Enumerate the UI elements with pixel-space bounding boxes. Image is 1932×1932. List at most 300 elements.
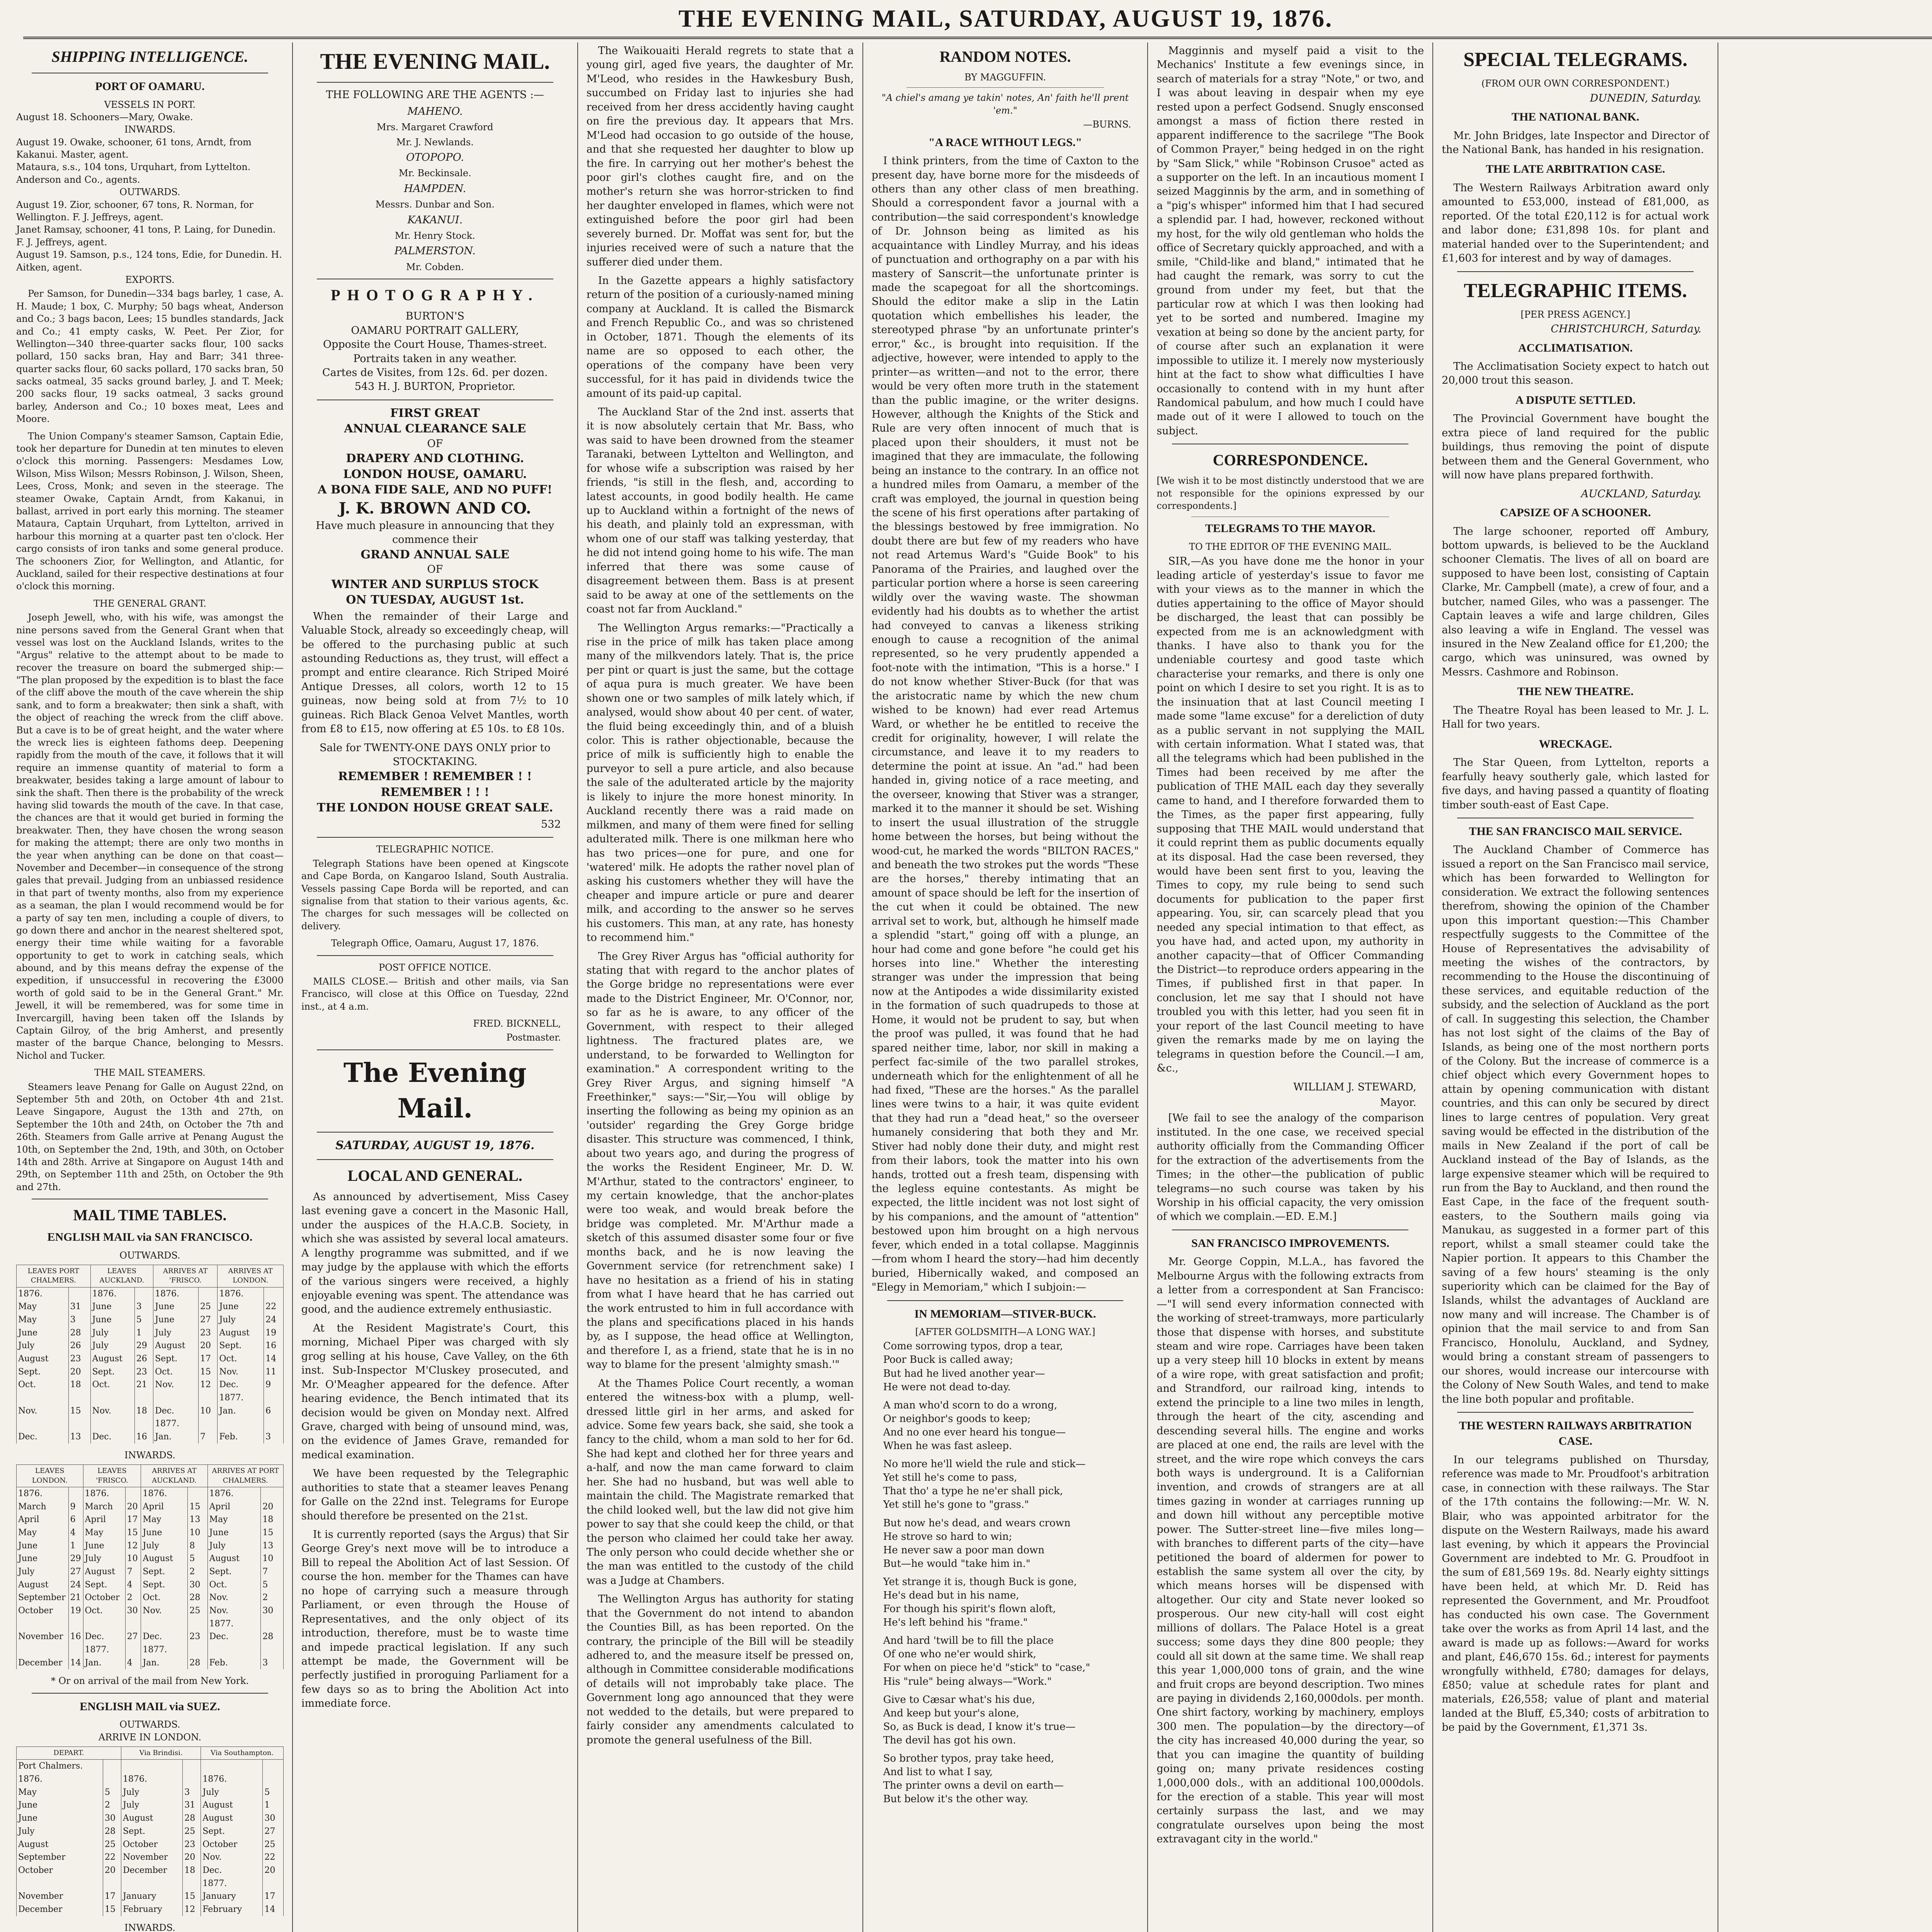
divider	[317, 82, 553, 83]
table-header: Via Brindisi.	[121, 1747, 201, 1760]
table-cell: 23	[68, 1352, 90, 1366]
exports-head: EXPORTS.	[125, 274, 175, 285]
table-cell: 4	[125, 1656, 141, 1670]
table-cell: August	[153, 1339, 199, 1352]
theatre-body: The Theatre Royal has been leased to Mr. J. L. Hall for two years.	[1442, 704, 1709, 731]
table-cell: 22	[264, 1300, 284, 1313]
table-cell	[264, 1417, 284, 1430]
remember-1: REMEMBER ! ! !	[381, 785, 490, 799]
table-cell: 15	[125, 1526, 141, 1539]
table-cell: 20	[263, 1864, 283, 1877]
table-cell: 20	[198, 1339, 217, 1352]
poem-stanza: Yet strange it is, though Buck is gone, He's dead but in his name, For though his spirit's flown aloft, He's left behind his "frame."	[883, 1576, 1077, 1629]
table-cell: 1876.	[218, 1287, 264, 1300]
table-cell: August	[90, 1352, 134, 1366]
telegrams-mayor-head: TELEGRAMS TO THE MAYOR.	[1205, 522, 1376, 535]
table-cell: 10	[188, 1526, 207, 1539]
table-row	[17, 1851, 284, 1864]
table-cell	[68, 1287, 90, 1300]
table-cell: April	[17, 1513, 69, 1526]
table-cell	[141, 1617, 188, 1631]
table-cell: 24	[68, 1578, 83, 1592]
photo-line-2: Opposite the Court House, Thames-street.	[323, 338, 547, 351]
table-cell	[218, 1417, 264, 1430]
table-cell: 23	[188, 1630, 207, 1643]
table-cell: Nov.	[207, 1604, 261, 1617]
table-cell: 13	[68, 1430, 90, 1444]
table-cell: July	[90, 1339, 134, 1352]
table-cell: July	[121, 1786, 182, 1799]
table-cell: June	[17, 1799, 103, 1812]
table-row	[17, 1313, 284, 1327]
table-cell: 26	[68, 1339, 90, 1352]
table-cell: 30	[263, 1812, 283, 1825]
suez-outwards-body	[17, 1760, 284, 1916]
table-cell: February	[121, 1903, 182, 1916]
poem-stanza: No more he'll wield the rule and stick— Yet still he's come to pass, That tho' a type he ne'er shall pick, Yet still he's gone to "grass."	[883, 1458, 1086, 1511]
table-cell	[17, 1417, 69, 1430]
table-row	[17, 1760, 284, 1773]
table-cell: May	[17, 1786, 103, 1799]
table-cell: 12	[198, 1378, 217, 1391]
suez-title: ENGLISH MAIL via SUEZ.	[80, 1700, 220, 1713]
column-4	[863, 43, 1148, 1932]
table-cell: 15	[198, 1366, 217, 1379]
table-cell: 28	[183, 1812, 201, 1825]
table-cell: 25	[183, 1825, 201, 1838]
table-cell	[125, 1643, 141, 1656]
table-header: Via Southampton.	[201, 1747, 284, 1760]
masthead: THE EVENING MAIL, SATURDAY, AUGUST 19, 1876.	[678, 5, 1333, 32]
table-cell: June	[153, 1300, 199, 1313]
table-cell: September	[17, 1591, 69, 1604]
table-row	[17, 1539, 284, 1553]
table-cell: July	[141, 1539, 188, 1553]
table-cell: 15	[183, 1890, 201, 1903]
random-notes-body: I think printers, from the time of Caxton to the present day, have borne more for the misdeeds of others than any other class of men breathing. Should a correspondent favor a journal with a contribution—the said correspondent's knowledge of Dr. Johnson being as limited as his acquaintance with Lindley Murray, and his ideas of punctuation and orthography on a par with his mastery of Sanscrit—the unfortunate printer is made the scapegoat for all the shortcomings. Should the editor make a slip in the Latin quotation which embellishes his leader, the stereotyped phrase "by an unfortunate printer's error," &c., is brought into requisition. If the adjective, however, were intended to apply to the printer—as written—and not to the error, there would be very often more truth in the statement than the public imagine, or the writer designs. However, although the Knights of the Stick and Rule are very often innocent of much that is placed upon their shoulders, it must not be imagined that they are immaculate, the following being an instance to the contrary. In an office not a hundred miles from Oamaru, a member of the craft was employed, the journal in question being the scene of his first operations after partaking of the blessings bestowed by free immigration. No doubt there are but few of my readers who have not read Artemus Ward's "Guide Book" to his Panorama of the Prairies, and laughed over the particular portion where a horse is seen careering wildly over the waving waste. The showman evidently had his doubts as to whether the artist had conveyed to canvas a likeness striking enough to cause a recognition of the animal represented, so he very prudently appended a foot-note with the intimation, "This is a horse." I do not know whether Stiver-Buck (for that was the aristocratic name by which the new chum wished to be known) had ever read Artemus Ward, or whether he be entitled to receive the credit for originality, however, I will relate the circumstance, and leave it to my readers to determine the point at issue. An "ad." had been handed in, giving notice of a race meeting, and the overseer, knowing that Stiver was a stranger, marked it to the manner it should be set. Wishing to insert the usual illustration of the struggle home between the horses, but being without the wood-cut, he marked the words "BILTON RACES," and beneath the two strokes put the words "These are the horses," thereby intimating that an amount of space should be left for the insertion of the cut when it could be obtained. The new arrival set to work, but, although he himself made a splendid "start," going off with a plunge, an hour had come and gone before "he could get his horses into line." Whether the interesting stranger was under the impression that being now at the Antipodes a wide dissimilarity existed in the formation of such quadrupeds to those at Home, it would not be prudent to say, but when the proof was pulled, it was found that he had spared neither time, labor, nor skill in making a perfect fac-simile of the two parallel strokes, underneath which for the enlightenment of all he had fixed, "These are the horses." As the parallel lines were twins to a hair, it was quite evident that they had run a "dead heat," so the overseer humanely considering that both they and Mr. Stiver had nobly done their duty, and might rest from their labors, took the matter into his own hands, trotted out a fresh team, dispensing with the legless equine contestants. As might be expected, the little incident was not lost sight of by his companions, and the amount of "attention" bestowed upon him brought on a high nervous fever, which ended in a total collapse. Magginnis—from whom I heard the story—had him decently buried, Hibernically waked, and composed an "Elegy in Memoriam," which I subjoin:—	[871, 155, 1139, 1294]
table-row	[17, 1339, 284, 1352]
photo-line-3: Portraits taken in any weather.	[353, 352, 517, 365]
western-railways-head: THE WESTERN RAILWAYS ARBITRATION CASE.	[1459, 1419, 1692, 1448]
brown-line-1: OF	[427, 563, 443, 576]
port-title: PORT OF OAMARU.	[95, 80, 205, 93]
table-row	[17, 1630, 284, 1643]
table-cell: 3	[261, 1656, 283, 1670]
table-cell: 25	[263, 1838, 283, 1851]
table-cell: Dec.	[201, 1864, 263, 1877]
table-cell: 20	[183, 1851, 201, 1864]
table-cell	[188, 1643, 207, 1656]
table-cell: Sept.	[83, 1578, 125, 1592]
table-cell: 19	[68, 1604, 83, 1617]
table-cell	[261, 1643, 283, 1656]
editor-reply: [We fail to see the analogy of the comparison instituted. In the one case, we received special authority officially from the Commanding Officer for the extraction of the advertisements from the Times; in the other—the publication of public telegrams—no such course was taken by his Worship in his official capacity, the very omission of which we complain.—ED. E.M.]	[1156, 1112, 1424, 1223]
table-cell: 29	[134, 1339, 153, 1352]
byline: BY MAGGUFFIN.	[964, 72, 1046, 83]
table-cell	[263, 1760, 283, 1773]
table-header: LEAVES 'FRISCO.	[83, 1465, 141, 1487]
table-cell: 23	[198, 1327, 217, 1340]
table-cell: 1876.	[83, 1487, 125, 1500]
mayor-signature-1: Mayor.	[1380, 1096, 1417, 1109]
local-para-1: At the Resident Magistrate's Court, this morning, Michael Piper was charged with sly grog selling at his house, Cave Valley, on the 6th inst. Sub-Inspector M'Cluskey prosecuted, and Mr. O'Meagher appeared for the defence. After hearing evidence, the Bench intimated that its decision would be given on Monday next. Alfred Grave, charged with being of unsound mind, was, on the evidence of James Grave, remanded for medical examination.	[301, 1322, 569, 1461]
table-cell: Jan.	[83, 1656, 125, 1670]
table-row	[17, 1617, 284, 1631]
table-cell	[198, 1417, 217, 1430]
table-header: LEAVES PORT CHALMERS.	[17, 1265, 91, 1287]
table-row	[17, 1565, 284, 1578]
table-cell: July	[153, 1327, 199, 1340]
agent-place: PALMERSTON.	[394, 245, 476, 257]
table-cell: May	[17, 1526, 69, 1539]
table-cell: 1877.	[207, 1617, 261, 1631]
post-body: MAILS CLOSE.— British and other mails, via San Francisco, will close at this Office on Tuesday, 22nd inst., at 4 a.m.	[301, 976, 569, 1012]
table-row	[17, 1773, 284, 1786]
table-header: LEAVES AUCKLAND.	[90, 1265, 153, 1287]
vessels-head: VESSELS IN PORT.	[104, 99, 196, 110]
inwards-0: August 19. Owake, schooner, 61 tons, Arndt, from Kakanui. Master, agent.	[16, 136, 252, 160]
table-cell: 5	[134, 1313, 153, 1327]
table-cell: 28	[68, 1327, 90, 1340]
table-cell: 1876.	[17, 1773, 103, 1786]
dateline-christchurch: CHRISTCHURCH, Saturday.	[1551, 323, 1702, 335]
table-cell: August	[17, 1352, 69, 1366]
table-cell: Port Chalmers.	[17, 1760, 103, 1773]
table-cell: 19	[264, 1327, 284, 1340]
shipping-title: SHIPPING INTELLIGENCE.	[51, 48, 248, 65]
table-cell: August	[201, 1799, 263, 1812]
table-row	[17, 1430, 284, 1444]
table-cell: Dec.	[17, 1430, 69, 1444]
brown-body: When the remainder of their Large and Valuable Stock, already so exceedingly cheap, will be offered to the purchasing public at such astounding Reductions as, they trust, will effect a prompt and entire clearance. Rich Striped Moiré Antique Dresses, all colors, worth 12 to 15 guineas, now being sold at from 7½ to 10 guineas. Rich Black Genoa Velvet Mantles, worth from £8 to £15, now offering at £5 10s. to £8 10s.	[301, 610, 569, 735]
random-notes-continued: Magginnis and myself paid a visit to the Mechanics' Institute a few evenings since, in search of materials for a stray "Note," or two, and I was about leaving in despair when my eye rested upon a perfect Godsend. Snugly ensconsed amongst a mass of fiction there rested in apparent indifference to the sacrilege "The Book of Common Prayer," being hedged in on the right by "Sam Slick," while "Robinson Crusoe" acted as a supporter on the left. In an incautious moment I seized Magginnis by the arm, and in something of a "pig's whisper" informed him that I had secured a splendid par. I had, however, reckoned without my host, for the wily old gentleman who holds the office of Secretary quickly approached, and with a smile, "Child-like and bland," intimated that he had caught the remark, was sorry to cut the ground from under my feet, but that the particular row at which I was then looking had yet to be sorted and numbered. Imagine my vexation at being so done by the ancient party, for of course after such an explanation it were impossible to utilize it. I merely now mysteriously hint at the fact to show what difficulties I have occasionally to contend with in my hunt after Randomical pabulum, and how much I could have made out of it were I allowed to touch on the subject.	[1156, 45, 1424, 437]
table-cell: June	[141, 1526, 188, 1539]
table-cell: November	[17, 1630, 69, 1643]
sale-line-5: A BONA FIDE SALE, AND NO PUFF!	[318, 483, 553, 497]
divider	[317, 1132, 553, 1133]
table-cell	[121, 1877, 182, 1890]
table-cell: 18	[134, 1405, 153, 1418]
table-cell: Jan.	[153, 1430, 199, 1444]
suez-in-head: INWARDS.	[124, 1922, 175, 1932]
table-cell: May	[141, 1513, 188, 1526]
agent-name: Mr. J. Newlands.	[396, 136, 474, 148]
table-cell: 30	[125, 1604, 141, 1617]
table-cell: Dec.	[218, 1378, 264, 1391]
table-cell: 6	[68, 1513, 83, 1526]
table-cell	[264, 1391, 284, 1405]
table-cell: 28	[188, 1591, 207, 1604]
table-cell: 2	[261, 1591, 283, 1604]
table-row	[17, 1643, 284, 1656]
photo-line-4: Cartes de Visites, from 12s. 6d. per dozen.	[322, 367, 548, 379]
table-row	[17, 1890, 284, 1903]
table-row	[17, 1513, 284, 1526]
table-cell: 1876.	[201, 1773, 263, 1786]
table-cell: 3	[134, 1300, 153, 1313]
table-cell: 25	[103, 1838, 121, 1851]
table-cell: July	[90, 1327, 134, 1340]
table-cell: 7	[261, 1565, 283, 1578]
table-cell: July	[121, 1799, 182, 1812]
mayor-signature-0: WILLIAM J. STEWARD,	[1293, 1081, 1417, 1093]
agent-place: HAMPDEN.	[404, 182, 466, 195]
telegraph-body: Telegraph Stations have been opened at Kingscote and Cape Borda, on Kangaroo Island, South Australia. Vessels passing Cape Borda will be reported, and can signalise from that station to their various agents, &c. The charges for such messages will be collected on delivery.	[301, 858, 569, 932]
telegrams-mayor-body: SIR,—As you have done me the honor in your leading article of yesterday's issue to favor me with your views as to the manner in which the duties appertaining to the office of Mayor should be discharged, the least that can possibly be expected from me is an acknowledgment with thanks. I have also to thank you for the undeniable courtesy and good taste which characterise your remarks, and there is only one point on which I desire to set you right. It is as to the insinuation that at last Council meeting I made some "lame excuse" for a dereliction of duty as a public servant in not supplying the MAIL with certain information. What I stated was, that all the telegrams which had been published in the Times had been received by me after the publication of THE MAIL each day they severally came to hand, and I therefore forwarded them to the Times, as the paper first appearing, fully supposing that THE MAIL would understand that it could reprint them as public documents equally at its disposal. Had the case been reversed, they would have been sent first to you, leaving the Times to copy, my rule being to send such documents for publication to the paper first appearing. You, sir, can scarcely plead that you needed any special intimation to that effect, as you have had, and acted upon, my authority in another capacity—that of Officer Commanding the District—to reproduce orders appearing in the Times, if published first in that paper. In conclusion, let me say that I should not have troubled you with this letter, had you seen fit in your report of the last Council meeting to have given the remarks made by me on laying the telegrams in question before the Council.—I am, &c.,	[1156, 555, 1424, 1075]
table-cell	[68, 1391, 90, 1405]
table-cell: June	[218, 1300, 264, 1313]
table-header: DEPART.	[17, 1747, 121, 1760]
table-cell: 28	[261, 1630, 283, 1643]
theatre-head: THE NEW THEATRE.	[1517, 685, 1634, 698]
divider	[317, 837, 553, 838]
table-header: ARRIVES AT AUCKLAND.	[141, 1465, 207, 1487]
paper-title: THE EVENING MAIL.	[320, 49, 550, 74]
bank-body: Mr. John Bridges, late Inspector and Director of the National Bank, has handed in his resignation.	[1442, 129, 1709, 156]
table-cell: Oct.	[207, 1578, 261, 1592]
agent-name: Messrs. Dunbar and Son.	[375, 199, 495, 210]
table-cell: 18	[183, 1864, 201, 1877]
table-cell: March	[83, 1500, 125, 1514]
table-cell: 15	[103, 1903, 121, 1916]
table-cell	[17, 1391, 69, 1405]
table-cell	[17, 1617, 69, 1631]
table-cell: June	[17, 1539, 69, 1553]
sale-line-4: LONDON HOUSE, OAMARU.	[343, 467, 527, 481]
table-cell: Sept.	[90, 1366, 134, 1379]
post-signature-1: Postmaster.	[506, 1032, 561, 1043]
table-cell	[261, 1617, 283, 1631]
table-cell: December	[17, 1656, 69, 1670]
remember-0: REMEMBER ! REMEMBER ! !	[338, 770, 532, 784]
table-cell: Feb.	[218, 1430, 264, 1444]
table-cell: 25	[198, 1300, 217, 1313]
table-cell: Dec.	[83, 1630, 125, 1643]
agent-place: MAHENO.	[407, 105, 463, 117]
wreckage-head: WRECKAGE.	[1539, 737, 1612, 750]
table-row	[17, 1591, 284, 1604]
suez-out-head: OUTWARDS.	[119, 1719, 180, 1730]
sale-line-3: DRAPERY AND CLOTHING.	[346, 452, 524, 466]
table-cell: 15	[188, 1500, 207, 1514]
correspondence-head: CORRESPONDENCE.	[1213, 451, 1368, 469]
table-cell: 23	[134, 1366, 153, 1379]
table-cell: August	[17, 1838, 103, 1851]
table-cell: July	[201, 1786, 263, 1799]
table-cell: 1876.	[121, 1773, 182, 1786]
outwards-1: Janet Ramsay, schooner, 41 tons, P. Laing, for Dunedin. F. J. Jeffreys, agent.	[16, 224, 276, 248]
table-row	[17, 1500, 284, 1514]
table-cell: Oct.	[218, 1352, 264, 1366]
table-cell	[134, 1391, 153, 1405]
table-cell: October	[17, 1604, 69, 1617]
sf-inwards-body	[17, 1487, 284, 1669]
table-cell: 13	[261, 1539, 283, 1553]
table-cell: 10	[261, 1552, 283, 1565]
table-cell: Nov.	[201, 1851, 263, 1864]
dispute-head: A DISPUTE SETTLED.	[1515, 393, 1636, 406]
agent-name: Mr. Cobden.	[406, 261, 464, 272]
table-cell	[134, 1417, 153, 1430]
brown-name: J. K. BROWN AND CO.	[338, 499, 531, 517]
table-row	[17, 1656, 284, 1670]
divider	[317, 1049, 553, 1050]
table-cell: 16	[264, 1339, 284, 1352]
divider	[887, 1300, 1124, 1301]
table-cell: 14	[68, 1656, 83, 1670]
table-cell: Jan.	[218, 1405, 264, 1418]
table-cell: August	[121, 1812, 182, 1825]
table-cell: Oct.	[83, 1604, 125, 1617]
vessels-text: August 18. Schooners—Mary, Owake.	[16, 111, 193, 122]
table-cell: Sept.	[17, 1366, 69, 1379]
table-cell: August	[207, 1552, 261, 1565]
table-cell: May	[17, 1300, 69, 1313]
table-cell: 1877.	[83, 1643, 125, 1656]
table-cell	[201, 1760, 263, 1773]
divider	[1457, 271, 1694, 272]
epigraph: "A chiel's amang ye takin' notes, An' faith he'll prent 'em."	[881, 92, 1129, 116]
table-cell	[183, 1773, 201, 1786]
table-cell: June	[90, 1313, 134, 1327]
table-cell: 14	[264, 1352, 284, 1366]
table-cell: 9	[68, 1500, 83, 1514]
table-cell: 3	[68, 1313, 90, 1327]
table-cell	[90, 1417, 134, 1430]
table-cell	[103, 1877, 121, 1890]
acclimatisation-body: The Acclimatisation Society expect to hatch out 20,000 trout this season.	[1442, 361, 1709, 387]
table-cell	[90, 1391, 134, 1405]
table-cell: Dec.	[207, 1630, 261, 1643]
suez-out-sub: ARRIVE IN LONDON.	[98, 1731, 201, 1743]
agent-name: Mr. Beckinsale.	[398, 168, 471, 179]
table-row	[17, 1864, 284, 1877]
table-cell	[263, 1877, 283, 1890]
table-cell: 5	[103, 1786, 121, 1799]
table-cell	[125, 1617, 141, 1631]
table-row	[17, 1786, 284, 1799]
table-cell: Feb.	[207, 1656, 261, 1670]
bank-head: THE NATIONAL BANK.	[1512, 111, 1639, 124]
table-cell: 5	[263, 1786, 283, 1799]
masthead-rule	[23, 37, 1932, 39]
table-header: LEAVES LONDON.	[17, 1465, 83, 1487]
table-row	[17, 1838, 284, 1851]
table-cell: 6	[264, 1405, 284, 1418]
sf-improvements-body: Mr. George Coppin, M.L.A., has favored the Melbourne Argus with the following extracts from a letter from a correspondent at San Francisco:—"I will send every information connected with the working of street-tramways, more particularly those that dispense with horses, and substitute steam and wire rope. Carriages have been taken up a very steep hill 10 blocks in extent by means of a wire rope, with great satisfaction and profit; and Strandford, our railroad king, intends to extend the principle to a line two miles in length, through the heart of the city, ascending and descending several hills. The engine and works are placed at one end, the rails are level with the street, and the wire rope which conveys the cars both ways is underground. It is a Californian invention, and crowds of strangers are at all times gazing in wonder at carriages running up and down hill without any perceptible motive power. The Sutter-street line—five miles long—with branches to different parts of the city—have petitioned the board of aldermen for power to establish the same system all over the city, by which means horses will be dispensed with altogether. Our city and State never looked so prosperous. Our new city-hall will cost eight millions of dollars. The Palace Hotel is a great success; some days they dine 800 people; they could all sit down at the same time. We shall reap this year 1,000,000 tons of grain, and the wine and fruit crops are beyond description. Two mines are paying in dividends 2,160,000dols. per month. One shirt factory, working by machinery, employs 300 men. The population—by the directory—of the city has increased 40,000 during the year, so that you can imagine the quantity of building going on; many private residences costing 1,000,000 dols., with an additional 100,000dols. for the erection of a stable. This year will most certainly surpass the last, and we may congratulate ourselves upon being the most extravagant city in the world."	[1156, 1256, 1424, 1845]
table-header: ARRIVES AT LONDON.	[218, 1265, 283, 1287]
epigraph-author: —BURNS.	[1083, 119, 1131, 130]
table-cell: 27	[68, 1565, 83, 1578]
table-cell: 1877.	[141, 1643, 188, 1656]
sf-out-head: OUTWARDS.	[119, 1250, 180, 1261]
sf-in-head: INWARDS.	[124, 1449, 175, 1461]
table-row	[17, 1327, 284, 1340]
table-row	[17, 1391, 284, 1405]
table-cell: 1876.	[141, 1487, 188, 1500]
table-cell: October	[201, 1838, 263, 1851]
table-cell: 1	[68, 1539, 83, 1553]
table-cell: Nov.	[207, 1591, 261, 1604]
table-cell: 10	[198, 1405, 217, 1418]
table-cell: July	[83, 1552, 125, 1565]
table-cell	[188, 1487, 207, 1500]
table-cell: Nov.	[153, 1378, 199, 1391]
table-row	[17, 1903, 284, 1916]
table-cell: 1	[134, 1327, 153, 1340]
table-cell: August	[218, 1327, 264, 1340]
table-cell	[125, 1487, 141, 1500]
capsize-head: CAPSIZE OF A SCHOONER.	[1500, 506, 1651, 519]
table-cell	[134, 1287, 153, 1300]
table-cell: November	[121, 1851, 182, 1864]
table-cell: July	[17, 1339, 69, 1352]
dateline-auckland: AUCKLAND, Saturday.	[1581, 488, 1702, 500]
table-cell: June	[207, 1526, 261, 1539]
table-cell: 4	[68, 1526, 83, 1539]
table-cell	[264, 1287, 284, 1300]
table-cell	[68, 1487, 83, 1500]
table-cell: Nov.	[141, 1604, 188, 1617]
remember-number: 532	[541, 818, 561, 830]
column-6	[1433, 43, 1718, 1932]
table-cell: Nov.	[218, 1366, 264, 1379]
table-cell: 1876.	[207, 1487, 261, 1500]
sf-outwards-table	[16, 1265, 284, 1444]
divider	[317, 955, 553, 956]
table-cell: 2	[125, 1591, 141, 1604]
table-cell: March	[17, 1500, 69, 1514]
table-cell: Oct.	[153, 1366, 199, 1379]
table-cell: 16	[68, 1630, 83, 1643]
race-head: "A RACE WITHOUT LEGS."	[928, 136, 1082, 149]
table-cell: 4	[125, 1578, 141, 1592]
column-2	[293, 43, 578, 1932]
table-cell: 29	[68, 1552, 83, 1565]
table-cell: October	[121, 1838, 182, 1851]
agent-name: Mr. Henry Stock.	[395, 230, 475, 242]
steamers-text: Steamers leave Penang for Galle on August 22nd, on September 5th and 20th, on October 4th and 21st. Leave Singapore, August the 13th and 27th, on September the 10th and 24th, on October the 7th and 26th. Steamers from Galle arrive at Penang August the 10th, on September the 2nd, 19th, and 30th, on October 14th and 28th. Arrive at Singapore on August 14th and 29th, on September 11th and 25th, on October the 9th and 27th.	[16, 1081, 284, 1192]
table-cell: April	[207, 1500, 261, 1514]
brown-line-0: GRAND ANNUAL SALE	[361, 548, 510, 561]
table-cell: 31	[183, 1799, 201, 1812]
table-cell: January	[201, 1890, 263, 1903]
outwards-0: August 19. Zior, schooner, 67 tons, R. Norman, for Wellington. F. J. Jeffreys, agent.	[16, 199, 253, 223]
column-3	[578, 43, 863, 1932]
table-cell: 23	[183, 1838, 201, 1851]
agents-head: THE FOLLOWING ARE THE AGENTS :—	[326, 89, 544, 101]
table-cell: 7	[198, 1430, 217, 1444]
table-cell: 9	[264, 1378, 284, 1391]
telegraphic-items-title: TELEGRAPHIC ITEMS.	[1464, 279, 1687, 302]
table-cell	[103, 1773, 121, 1786]
to-editor: TO THE EDITOR OF THE EVENING MAIL.	[1189, 541, 1392, 552]
table-cell: June	[153, 1313, 199, 1327]
steamers-head: THE MAIL STEAMERS.	[94, 1067, 206, 1078]
memoriam-head: IN MEMORIAM—STIVER-BUCK.	[914, 1307, 1096, 1320]
table-cell: 26	[134, 1352, 153, 1366]
sf-note: * Or on arrival of the mail from New York.	[51, 1675, 249, 1687]
table-cell: 1877.	[201, 1877, 263, 1890]
table-cell: Sept.	[141, 1565, 188, 1578]
table-cell	[17, 1877, 103, 1890]
table-cell: 27	[125, 1630, 141, 1643]
table-cell: Dec.	[153, 1405, 199, 1418]
table-cell: Sept.	[207, 1565, 261, 1578]
table-cell: 13	[188, 1513, 207, 1526]
arbitration-head: THE LATE ARBITRATION CASE.	[1486, 163, 1665, 176]
poem-stanza: A man who'd scorn to do a wrong, Or neighbor's goods to keep; And no one ever heard his tongue— When he was fast asleep.	[883, 1399, 1066, 1452]
